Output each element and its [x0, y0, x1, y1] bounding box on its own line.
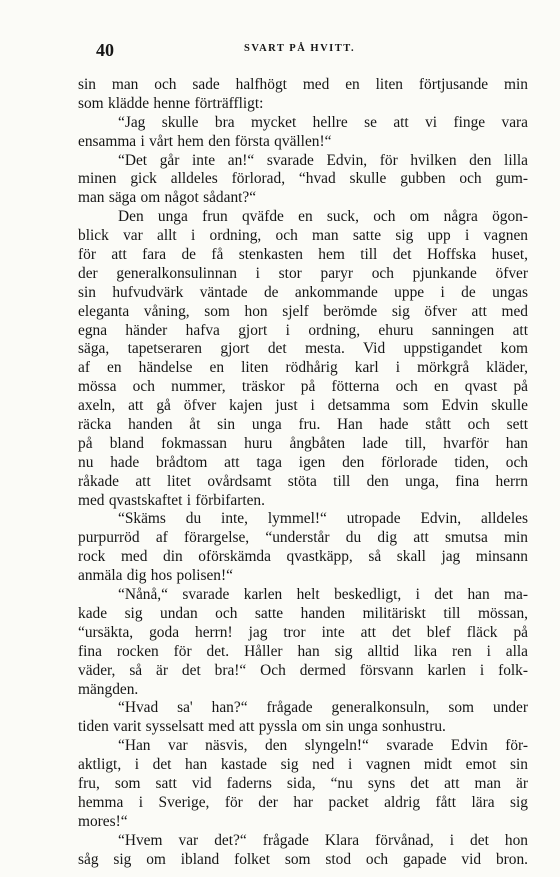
text-line: sin hufvudvärk väntade de ankommande uppe i de ungas: [78, 283, 528, 301]
text-line: “ursäkta, goda herrn! jag tror inte att det blef fläck på: [78, 623, 528, 641]
text-line: som klädde henne förträffligt:: [78, 94, 264, 112]
body-text: [78, 76, 528, 869]
text-line: räcka handen åt sin unga fru. Han hade stått och sett: [78, 416, 528, 434]
text-line: tiden varit sysselsatt med att pyssla om sin unga sonhustru.: [78, 718, 446, 736]
text-line: purpurröd af förargelse, “understår du dig att smutsa min: [78, 529, 528, 547]
text-line: mängden.: [78, 680, 139, 698]
text-line: på bland fokmassan huru ångbåten lade till, hvarför han: [78, 434, 528, 452]
text-line: väder, så är det bra!“ Och dermed försvann karlen i folk-: [78, 661, 528, 679]
text-line: sin man och sade halfhögt med en liten förtjusande min: [78, 76, 528, 93]
text-line: “Nånå,“ svarade karlen helt beskedligt, i det han ma-: [118, 586, 528, 604]
running-head: SVART PÅ HVITT.: [244, 43, 356, 54]
text-line: fru, som satt vid faderns sida, “nu syns det att man är: [78, 774, 528, 792]
text-line: axeln, att gå öfver kajen just i detsamma som Edvin skulle: [78, 397, 528, 415]
text-line: minen gick alldeles förlorad, “hvad skulle gubben och gum-: [78, 170, 528, 188]
page-number: 40: [96, 40, 114, 60]
text-line: ensamma i vårt hem den första qvällen!“: [78, 132, 332, 150]
text-line: säga, tapetseraren gjort det mesta. Vid uppstigandet kom: [78, 340, 528, 358]
text-line: aktligt, i det han kastade sig ned i vagnen midt emot sin: [78, 756, 528, 774]
text-line: hemma i Sverige, för der har packet aldrig fått lära sig: [78, 793, 528, 811]
text-line: eleganta våning, som hon sjelf berömde sig öfver att med: [78, 302, 528, 320]
text-line: fina rocken för det. Håller han sig alltid lika ren i alla: [78, 642, 528, 660]
text-line: “Hvem var det?“ frågade Klara förvånad, i det hon: [118, 831, 528, 849]
text-line: man säga om något sådant?“: [78, 189, 257, 207]
text-line: “Hvad sa' han?“ frågade generalkonsuln, som under: [118, 699, 528, 717]
text-line: blick var allt i ordning, och man satte sig upp i vagnen: [78, 227, 528, 245]
text-line: der generalkonsulinnan i stor paryr och pjunkande öfver: [78, 264, 528, 282]
text-line: “Jag skulle bra mycket hellre se att vi finge vara: [118, 113, 528, 131]
page-header: [96, 40, 526, 64]
text-line: rock med din oförskämda qvastkäpp, så skall jag minsann: [78, 548, 528, 566]
text-line: för att fara de få stenkasten hem till det Hoffska huset,: [78, 246, 528, 264]
text-line: Den unga frun qväfde en suck, och om några ögon-: [118, 208, 528, 226]
text-line: egna händer hafva gjort i ordning, ehuru sanningen att: [78, 321, 528, 339]
text-line: “Han var näsvis, den slyngeln!“ svarade Edvin för-: [118, 737, 528, 755]
text-line: kade sig undan och satte handen militäriskt till mössan,: [78, 604, 528, 622]
text-line: “Skäms du inte, lymmel!“ utropade Edvin, alldeles: [118, 510, 528, 528]
text-line: råkade att litet ovårdsamt stöta till den unga, fina herrn: [78, 472, 528, 490]
text-line: nu hade brådtom att taga igen den förlorade tiden, och: [78, 453, 528, 471]
text-line: anmäla dig hos polisen!“: [78, 567, 233, 585]
text-line: “Det går inte an!“ svarade Edvin, för hvilken den lilla: [118, 151, 528, 169]
text-line: med qvastskaftet i förbifarten.: [78, 491, 265, 509]
text-line: såg sig om ibland folket som stod och gapade vid bron.: [78, 850, 528, 868]
text-line: mores!“: [78, 812, 128, 830]
text-line: mössa och nummer, träskor på fötterna och en qvast på: [78, 378, 528, 396]
text-line: af en händelse en liten rödhårig karl i mörkgrå kläder,: [78, 359, 528, 377]
